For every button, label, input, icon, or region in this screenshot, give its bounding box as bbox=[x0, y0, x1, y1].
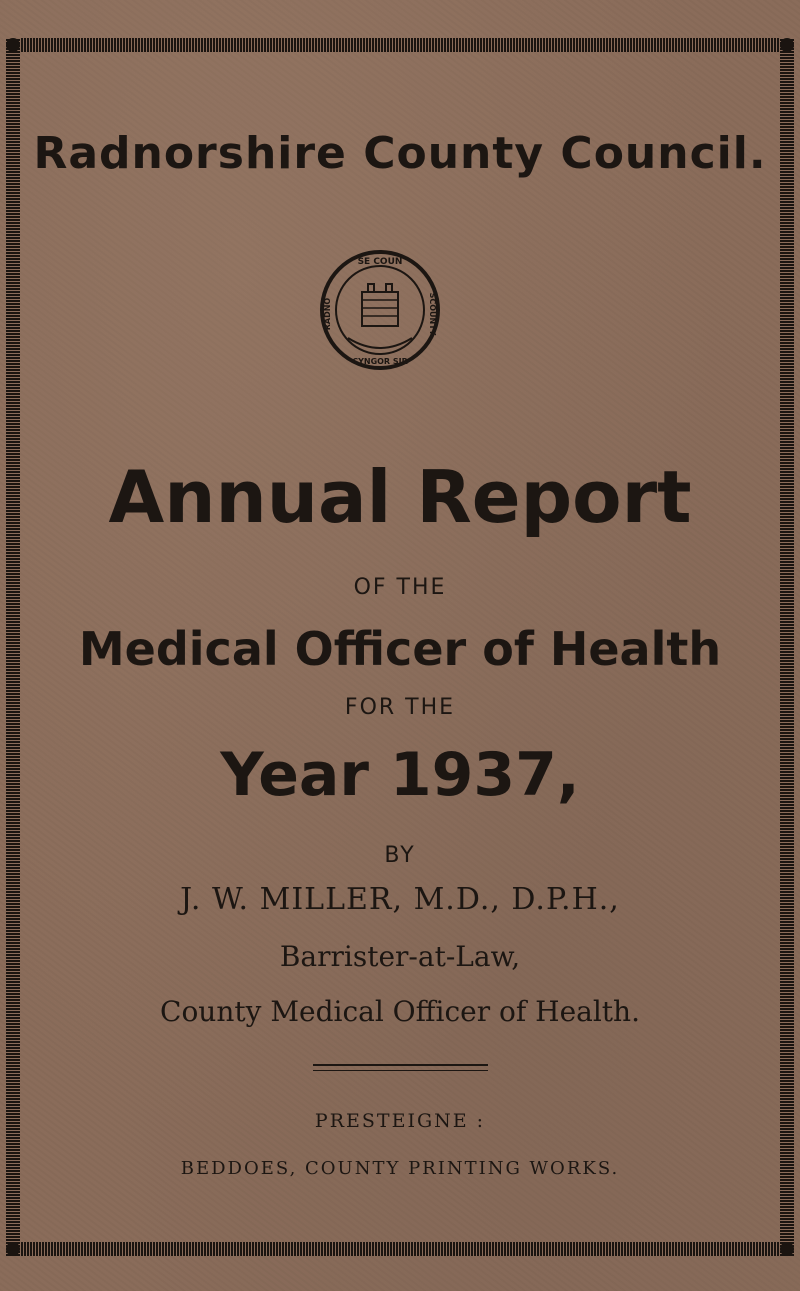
publication-place: PRESTEIGNE : bbox=[314, 1110, 486, 1132]
for-the-label: FOR THE bbox=[344, 695, 456, 720]
seal-top-text: SE COUN bbox=[357, 257, 403, 267]
seal-left-text: RADNO bbox=[323, 297, 332, 331]
report-year: Year 1937, bbox=[220, 740, 580, 810]
by-label: BY bbox=[384, 843, 416, 868]
author-position: County Medical Officer of Health. bbox=[160, 995, 640, 1028]
of-the-label: OF THE bbox=[353, 575, 447, 600]
county-seal-icon bbox=[318, 248, 442, 372]
author-name: J. W. MILLER, M.D., D.P.H., bbox=[180, 882, 620, 917]
seal-right-text: SCOUNTY bbox=[428, 292, 437, 336]
office-title: Medical Officer of Health bbox=[78, 622, 722, 676]
divider-rule bbox=[313, 1064, 488, 1071]
report-title: Annual Report bbox=[108, 455, 692, 539]
seal-bottom-text: CYNGOR SIR bbox=[352, 357, 408, 366]
author-qualification: Barrister-at-Law, bbox=[279, 940, 521, 973]
printer-name: BEDDOES, COUNTY PRINTING WORKS. bbox=[180, 1158, 620, 1179]
council-name: Radnorshire County Council. bbox=[33, 128, 767, 179]
